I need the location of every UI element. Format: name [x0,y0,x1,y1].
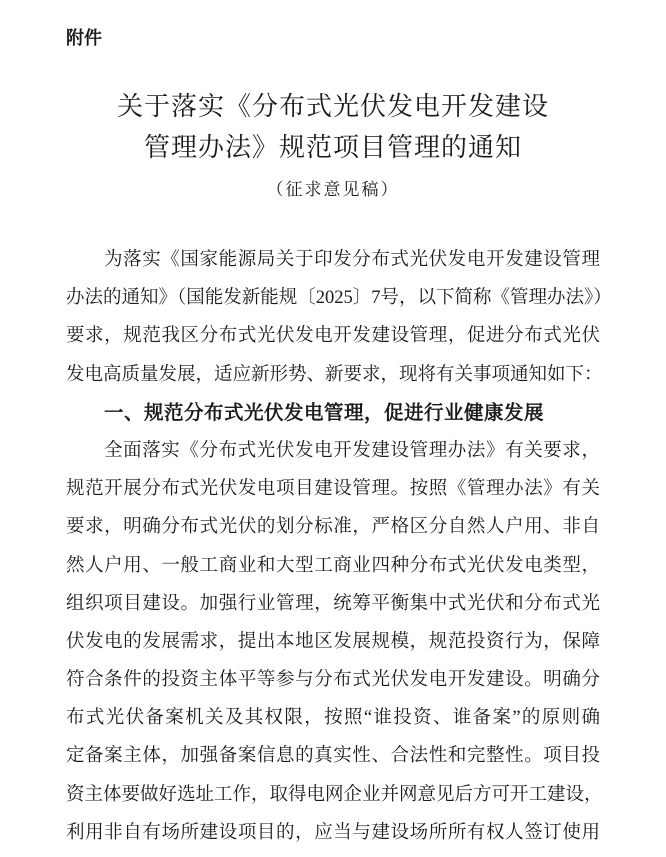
body-text-line: 伏发电的发展需求，提出本地区发展规模，规范投资行为，保障 [66,631,600,652]
body-text-line: 定备案主体，加强备案信息的真实性、合法性和完整性。项目投 [66,746,600,767]
body-text-line: 布式光伏备案机关及其权限，按照“谁投资、谁备案”的原则确 [66,708,600,729]
body-text-line: 符合条件的投资主体平等参与分布式光伏发电开发建设。明确分 [66,670,600,691]
body-text-line: 然人户用、一般工商业和大型工商业四种分布式光伏发电类型， [66,555,600,576]
body-text-line: 规范开展分布式光伏发电项目建设管理。按照《管理办法》有关 [66,479,600,500]
document-title-line-2: 管理办法》规范项目管理的通知 [143,133,522,162]
body-text-line: 为落实《国家能源局关于印发分布式光伏发电开发建设管理 [104,250,600,270]
body-text-line: 要求，明确分布式光伏的划分标准，严格区分自然人户用、非自 [66,517,600,538]
section-heading: 一、规范分布式光伏发电管理，促进行业健康发展 [104,401,545,424]
document-body [66,246,612,857]
document-title-line-1: 关于落实《分布式光伏发电开发建设 [116,92,549,121]
body-text-line: 要求，规范我区分布式光伏发电开发建设管理，促进分布式光伏 [66,326,600,347]
body-text-line: 利用非自有场所建设项目的，应当与建设场所所有权人签订使用 [66,822,600,843]
document-subtitle: （征求意见稿） [266,180,400,199]
body-text-line: 发电高质量发展，适应新形势、新要求，现将有关事项通知如下： [66,364,603,385]
body-text-line: 全面落实《分布式光伏发电开发建设管理办法》有关要求， [104,440,600,461]
attachment-label: 附件 [66,28,102,48]
body-text-line: 资主体要做好选址工作，取得电网企业并网意见后方可开工建设， [66,784,603,805]
body-text-line: 组织项目建设。加强行业管理，统筹平衡集中式光伏和分布式光 [66,593,600,614]
body-text-line: 办法的通知》（国能发新能规〔2025〕7号，以下简称《管理办法》） [66,288,612,309]
